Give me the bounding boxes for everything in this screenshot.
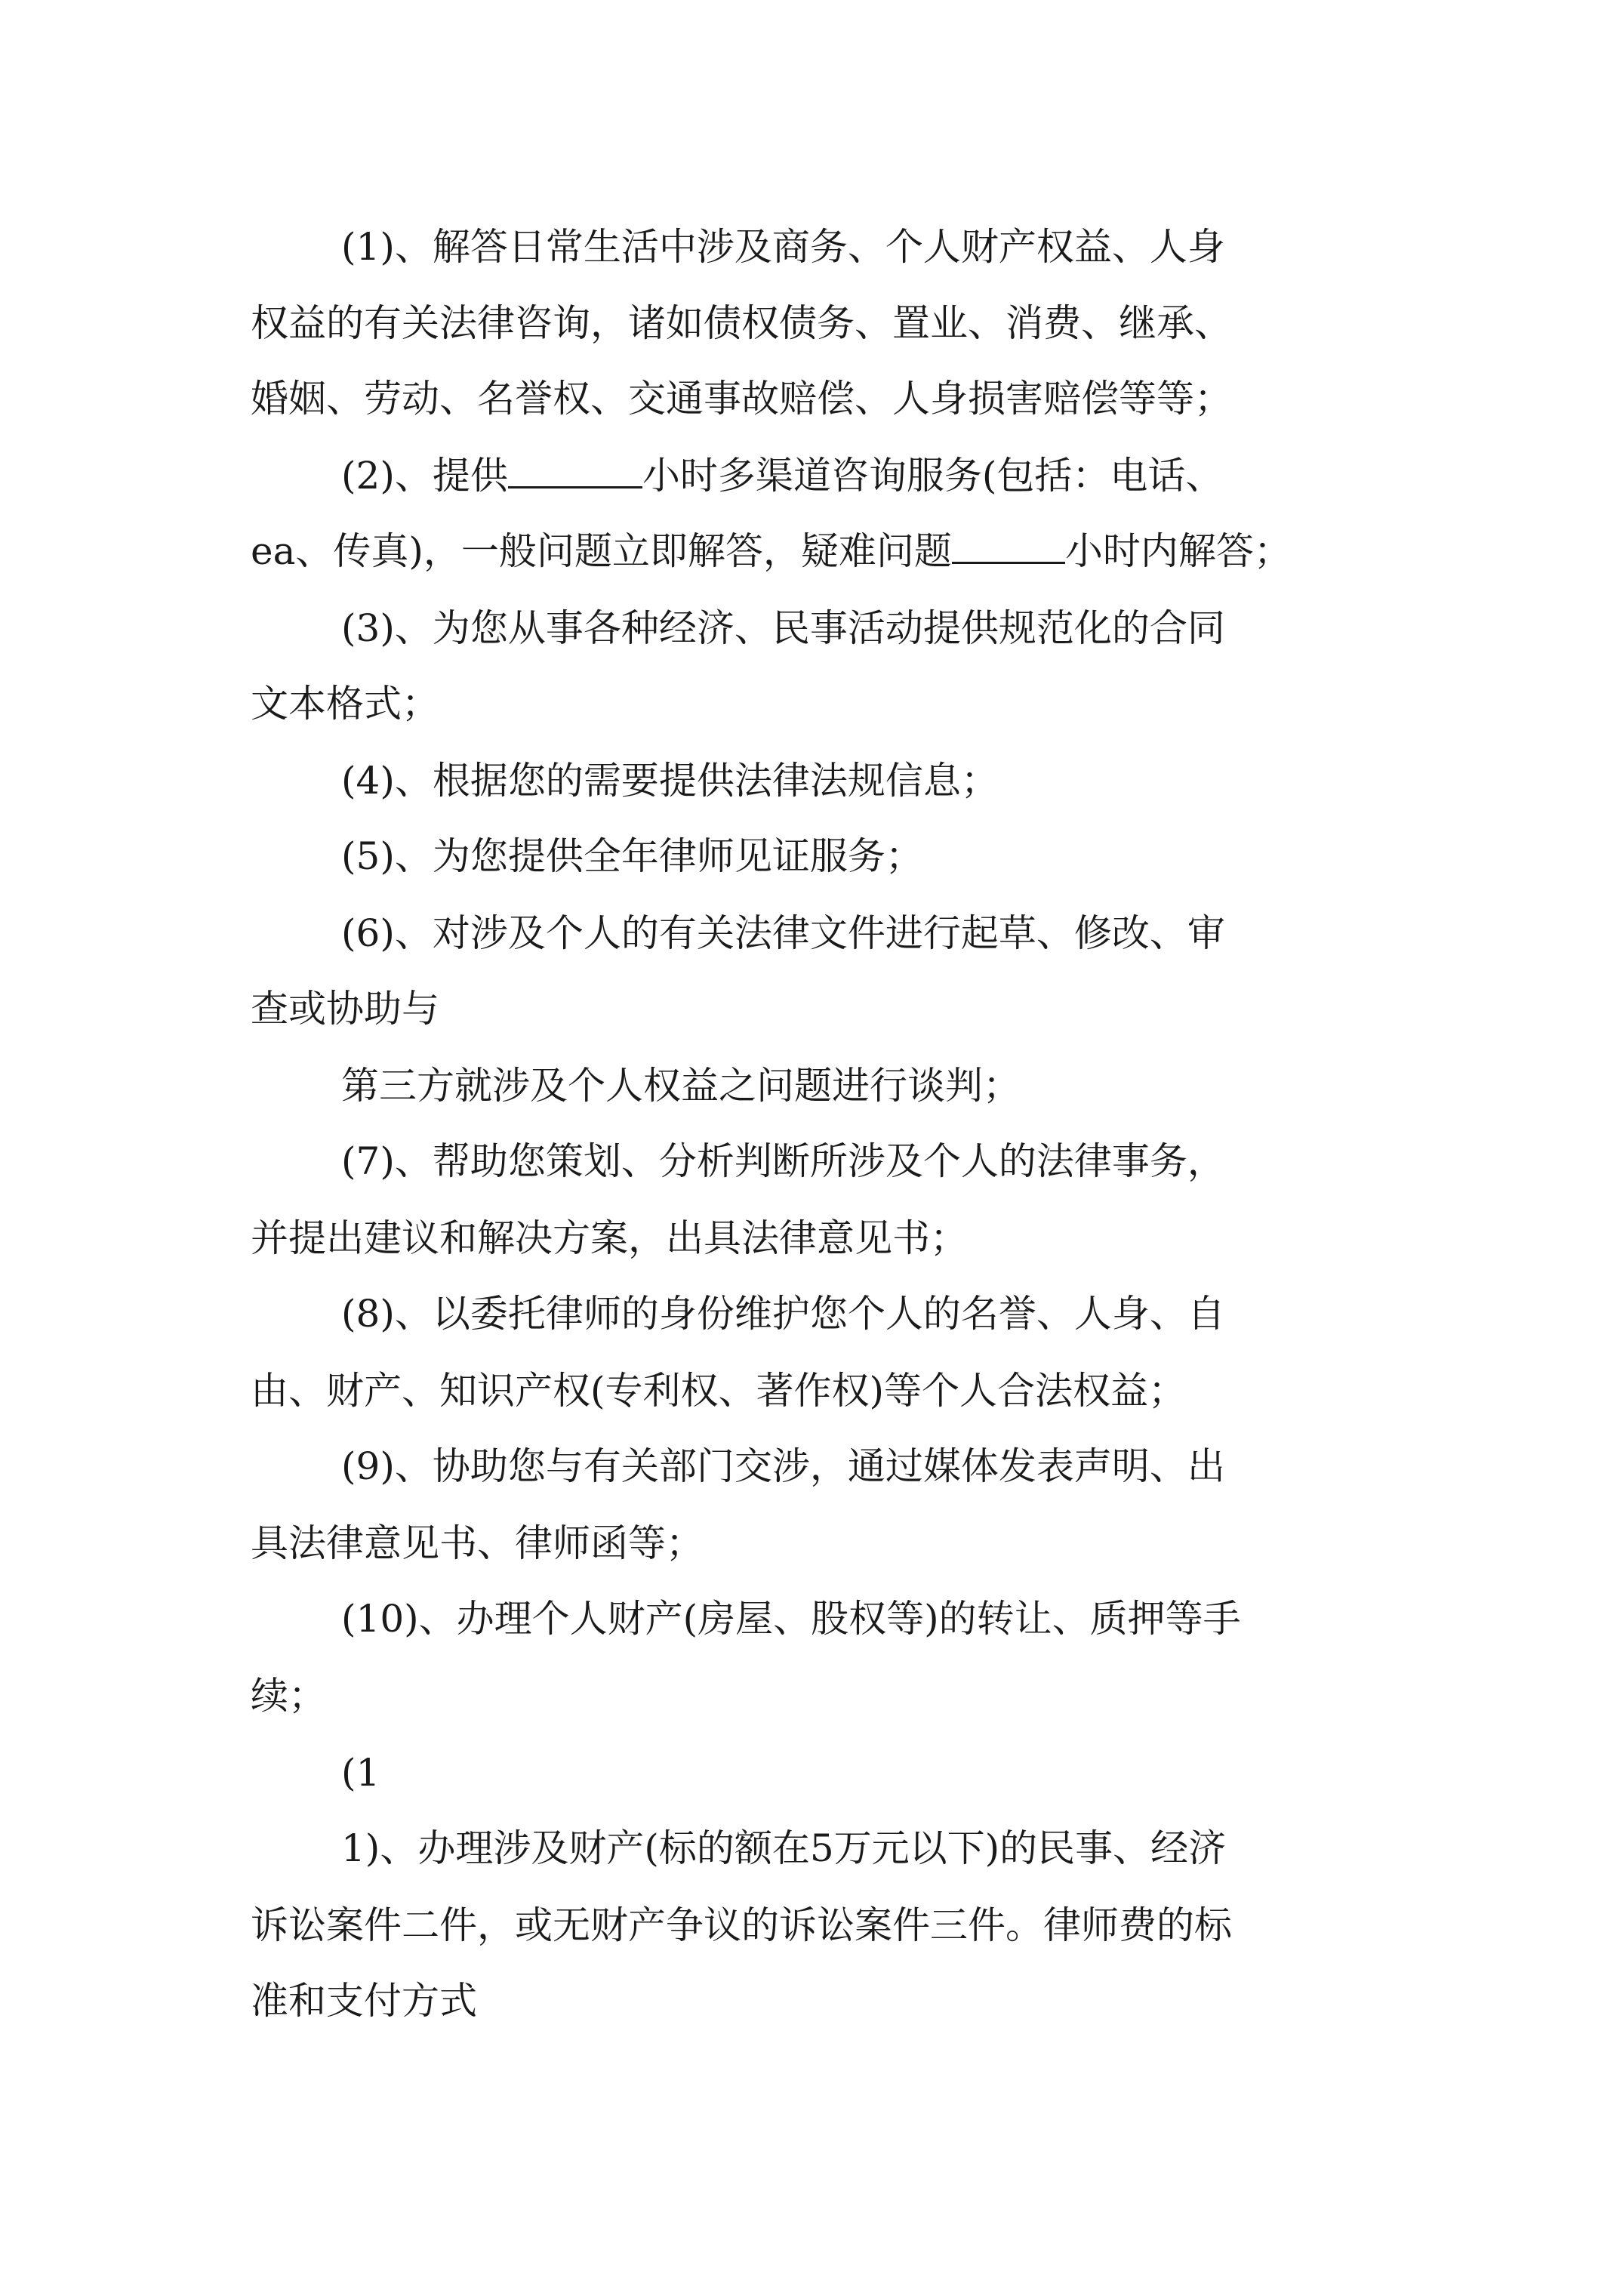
text-line: 并提出建议和解决方案，出具法律意见书； xyxy=(251,1216,968,1260)
text-line: 准和支付方式 xyxy=(251,1979,477,2023)
text-segment: 小时内解答； xyxy=(1064,529,1292,573)
text-line: (10)、办理个人财产(房屋、股权等)的转让、质押等手 xyxy=(341,1597,1241,1641)
text-line: (5)、为您提供全年律师见证服务； xyxy=(341,834,923,878)
text-line: 由、财产、知识产权(专利权、著作权)等个人合法权益； xyxy=(251,1369,1187,1413)
text-line: 第三方就涉及个人权益之问题进行谈判； xyxy=(341,1064,1021,1108)
text-line: (3)、为您从事各种经济、民事活动提供规范化的合同 xyxy=(341,606,1225,650)
text-line: 婚姻、劳动、名誉权、交通事故赔偿、人身损害赔偿等等； xyxy=(251,377,1232,421)
text-line: (9)、协助您与有关部门交涉，通过媒体发表声明、出 xyxy=(341,1444,1225,1488)
text-line: 查或协助与 xyxy=(251,987,439,1031)
text-line: 权益的有关法律咨询，诸如债权债务、置业、消费、继承、 xyxy=(251,301,1232,345)
text-segment: 小时多渠道咨询服务(包括：电话、 xyxy=(642,454,1224,498)
text-line: (1 xyxy=(341,1751,380,1795)
text-line: (7)、帮助您策划、分析判断所涉及个人的法律事务， xyxy=(341,1139,1225,1183)
text-segment: (2)、提供 xyxy=(341,454,508,498)
text-line: 具法律意见书、律师函等； xyxy=(251,1521,704,1565)
text-line xyxy=(341,453,1223,498)
text-segment: ea、传真)，一般问题立即解答，疑难问题 xyxy=(251,529,952,573)
text-line: (1)、解答日常生活中涉及商务、个人财产权益、人身 xyxy=(341,225,1225,269)
text-line: 文本格式； xyxy=(251,682,439,726)
text-line: 1)、办理涉及财产(标的额在5万元以下)的民事、经济 xyxy=(341,1826,1227,1870)
text-line xyxy=(251,529,1292,574)
text-line: 诉讼案件二件，或无财产争议的诉讼案件三件。律师费的标 xyxy=(251,1903,1232,1947)
text-line: (8)、以委托律师的身份维护您个人的名誉、人身、自 xyxy=(341,1292,1225,1336)
fill-in-blank xyxy=(508,453,642,488)
text-line: 续； xyxy=(251,1674,326,1718)
text-line: (4)、根据您的需要提供法律法规信息； xyxy=(341,759,999,803)
text-line: (6)、对涉及个人的有关法律文件进行起草、修改、审 xyxy=(341,911,1225,955)
fill-in-blank xyxy=(952,529,1065,564)
